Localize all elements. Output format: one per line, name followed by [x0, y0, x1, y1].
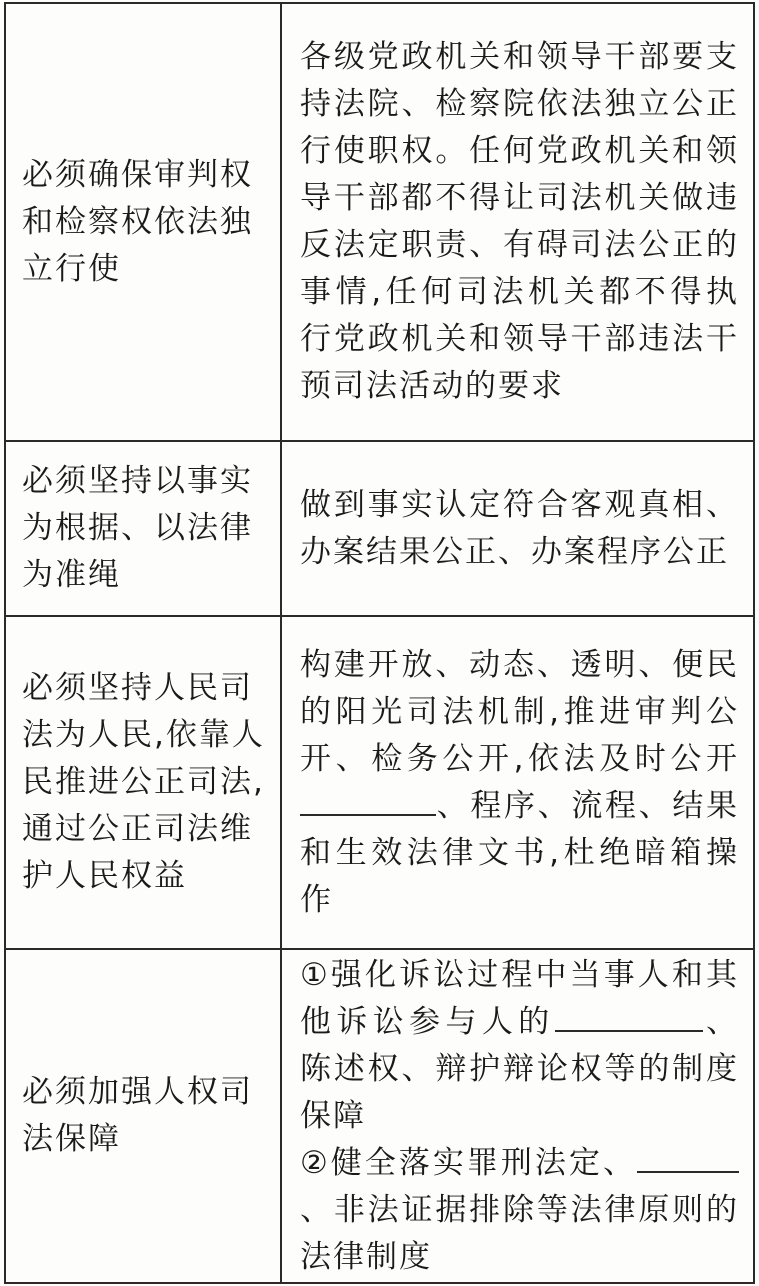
content-text: 做到事实认定符合客观真相、办案结果公正、办案程序公正 [300, 486, 739, 570]
principle-text: 必须加强人权司法保障 [22, 1074, 253, 1157]
table-row [5, 441, 754, 616]
content-cell [281, 3, 754, 441]
fill-blank [370, 784, 436, 816]
content-text: 、非法证据排除等法律原则的法律制度 [300, 1191, 739, 1275]
content-cell [281, 949, 754, 1283]
principle-text: 必须坚持人民司法为人民,依靠人民推进公正司法,通过公正司法维护人民权益 [22, 670, 265, 894]
principle-cell [5, 441, 281, 616]
content-text: 各级党政机关和领导干部要支持法院、检察院依法独立公正行使职权。任何党政机关和领导干部都不得让司法机关做违反法定职责、有碍司法公正的事情,任何司法机关都不得执行党政机关和领导干部违法干预司法活动的要求 [300, 39, 739, 404]
principle-text: 必须确保审判权和检察权依法独立行使 [22, 156, 253, 287]
content-text: 、陈述权、辩护辩论权等的制度保障 [300, 1003, 739, 1134]
principle-cell [5, 616, 281, 949]
content-text: ②健全落实罪刑法定、 [300, 1144, 637, 1181]
content-text: ①强化诉讼过程中当事人和其他诉讼参与人的 [300, 956, 739, 1040]
principle-cell [5, 3, 281, 441]
fill-blank [555, 1000, 703, 1032]
principle-cell [5, 949, 281, 1283]
fill-blank [637, 1141, 739, 1173]
table-row [5, 3, 754, 441]
content-cell [281, 441, 754, 616]
fill-blank [300, 784, 370, 816]
table-row [5, 616, 754, 949]
content-cell [281, 616, 754, 949]
judicial-principles-table [4, 2, 755, 1284]
principle-text: 必须坚持以事实为根据、以法律为准绳 [22, 463, 253, 593]
table-row [5, 949, 754, 1283]
content-text: 构建开放、动态、透明、便民的阳光司法机制,推进审判公开、检务公开,依法及时公开 [300, 646, 739, 777]
content-text: 、程序、流程、结果和生效法律文书,杜绝暗箱操作 [300, 787, 739, 918]
